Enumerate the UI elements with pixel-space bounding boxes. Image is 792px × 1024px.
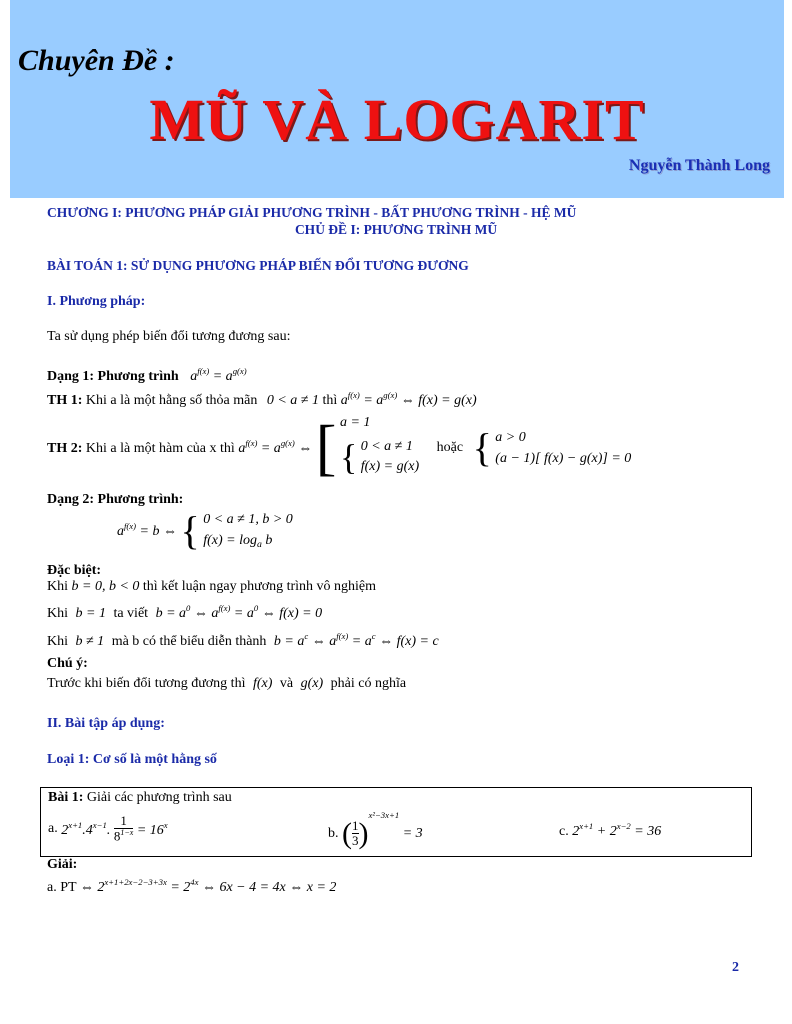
author-name: Nguyễn Thành Long [628, 157, 770, 174]
dang2-formula: $a^{f(x)} = b$ ⇔ { 0 < a ≠ 1, b > 0 $f(x) = \log_a b$ [117, 507, 293, 553]
loai1-heading: Loại 1: Cơ số là một hằng số [47, 752, 217, 767]
section-exercise-heading: II. Bài tập áp dụng: [47, 716, 165, 731]
chuyen-de-label: Chuyên Đề : [18, 44, 175, 77]
dacbiet-line2: Khi b = 1 ta viết $b = a^0$ ⇔ $a^{f(x)} = a^0$ ⇔ f(x) = 0 [47, 603, 323, 622]
exercise-a-label: a. [48, 821, 58, 837]
intro-text: Ta sử dụng phép biến đổi tương đương sau: [47, 329, 291, 344]
chuy-post: phải có nghĩa [330, 676, 407, 691]
th2-brace2: { [472, 424, 492, 470]
db1-text: thì kết luận ngay phương trình vô nghiệm [142, 579, 377, 594]
db1-khi: Khi [47, 579, 68, 594]
exercise-box [40, 787, 752, 857]
exercise-c: c. $2^{x+1} + 2^{x-2} = 36$ [559, 821, 662, 840]
dacbiet-line1: Khi b = 0, b < 0 thì kết luận ngay phương trình vô nghiệm [47, 579, 377, 594]
chuy-va: và [279, 676, 294, 691]
exercise-a: a. $2^{x+1}.4^{x-1}$. $\frac{1}{8^{1-x}}$ = $16^x$ [48, 813, 168, 844]
title-banner [10, 0, 784, 198]
db3-khi: Khi [47, 634, 68, 650]
th2-text: Khi a là một hàm của x thì [85, 441, 235, 457]
th1-label: TH 1: [47, 393, 83, 409]
dang1-formula: $a^{f(x)} = a^{g(x)}$ [190, 366, 247, 385]
th2-label: TH 2: [47, 441, 83, 457]
dacbiet-label: Đặc biệt: [47, 563, 102, 578]
th1-text: Khi a là một hằng số thỏa mãn [85, 393, 258, 409]
th2-bracket: [ [315, 413, 337, 482]
dacbiet-line3: Khi b ≠ 1 mà b có thể biểu diễn thành $b = a^c$ ⇔ $a^{f(x)} = a^c$ ⇔ f(x) = c [47, 631, 439, 650]
exercise-b-label: b. [328, 825, 339, 841]
exercise-c-label: c. [559, 824, 569, 840]
solution-a: a. PT ⇔ $2^{x+1+2x-2-3+3x} = 2^{4x}$ ⇔ 6x − 4 = 4x ⇔ x = 2 [47, 877, 337, 896]
dang1-line [47, 366, 247, 385]
problem-title: BÀI TOÁN 1: SỬ DỤNG PHƯƠNG PHÁP BIẾN ĐỔI TƯƠNG ĐƯƠNG [47, 258, 469, 273]
th1-formula: $a^{f(x)} = a^{g(x)}$ ⇔ f(x) = g(x) [340, 390, 477, 409]
chuy-pre: Trước khi biến đổi tương đương thì [47, 676, 246, 691]
th1-line [47, 390, 477, 409]
chuy-label: Chú ý: [47, 656, 88, 671]
th1-thi: thì [322, 393, 338, 409]
topic-heading: CHỦ ĐỀ I: PHƯƠNG TRÌNH MŨ [294, 222, 498, 237]
th1-condition: 0 < a ≠ 1 [266, 393, 319, 409]
th2-system2: a > 0 (a − 1)[ f(x) − g(x)] = 0 [495, 429, 632, 466]
chapter-heading: CHƯƠNG I: PHƯƠNG PHÁP GIẢI PHƯƠNG TRÌNH - BẤT PHƯƠNG TRÌNH - HỆ MŨ [47, 205, 577, 220]
db2-khi: Khi [47, 606, 68, 622]
solution-a-label: a. PT [47, 880, 77, 896]
exercise-b: b. ( $\frac{1}{3}$ )$^{x^2-3x+1}$ = 3 [328, 810, 423, 850]
chuy-text: Trước khi biến đổi tương đương thì f(x) và g(x) phải có nghĩa [47, 676, 407, 691]
exercise-text: Giải các phương trình sau [86, 790, 232, 805]
dang1-label: Dạng 1: Phương trình [47, 369, 179, 385]
th2-line [47, 414, 631, 481]
exercise-label: Bài 1: [48, 790, 84, 805]
th2-formula: $a^{f(x)} = a^{g(x)}$ ⇔ [238, 438, 313, 457]
db2-text: ta viết [113, 606, 149, 622]
dang2-label: Dạng 2: Phương trình: [47, 492, 184, 507]
main-title: MŨ VÀ LOGARIT [149, 87, 645, 152]
page-number: 2 [732, 960, 739, 975]
solution-label: Giải: [47, 857, 78, 872]
th2-system1: a = 1 { 0 < a ≠ 1 f(x) = g(x) [339, 415, 420, 477]
section-method-heading: I. Phương pháp: [47, 294, 146, 309]
exercise-title [48, 790, 232, 806]
th2-hoac: hoặc [436, 439, 464, 455]
db3-text: mà b có thể biểu diễn thành [111, 634, 267, 650]
